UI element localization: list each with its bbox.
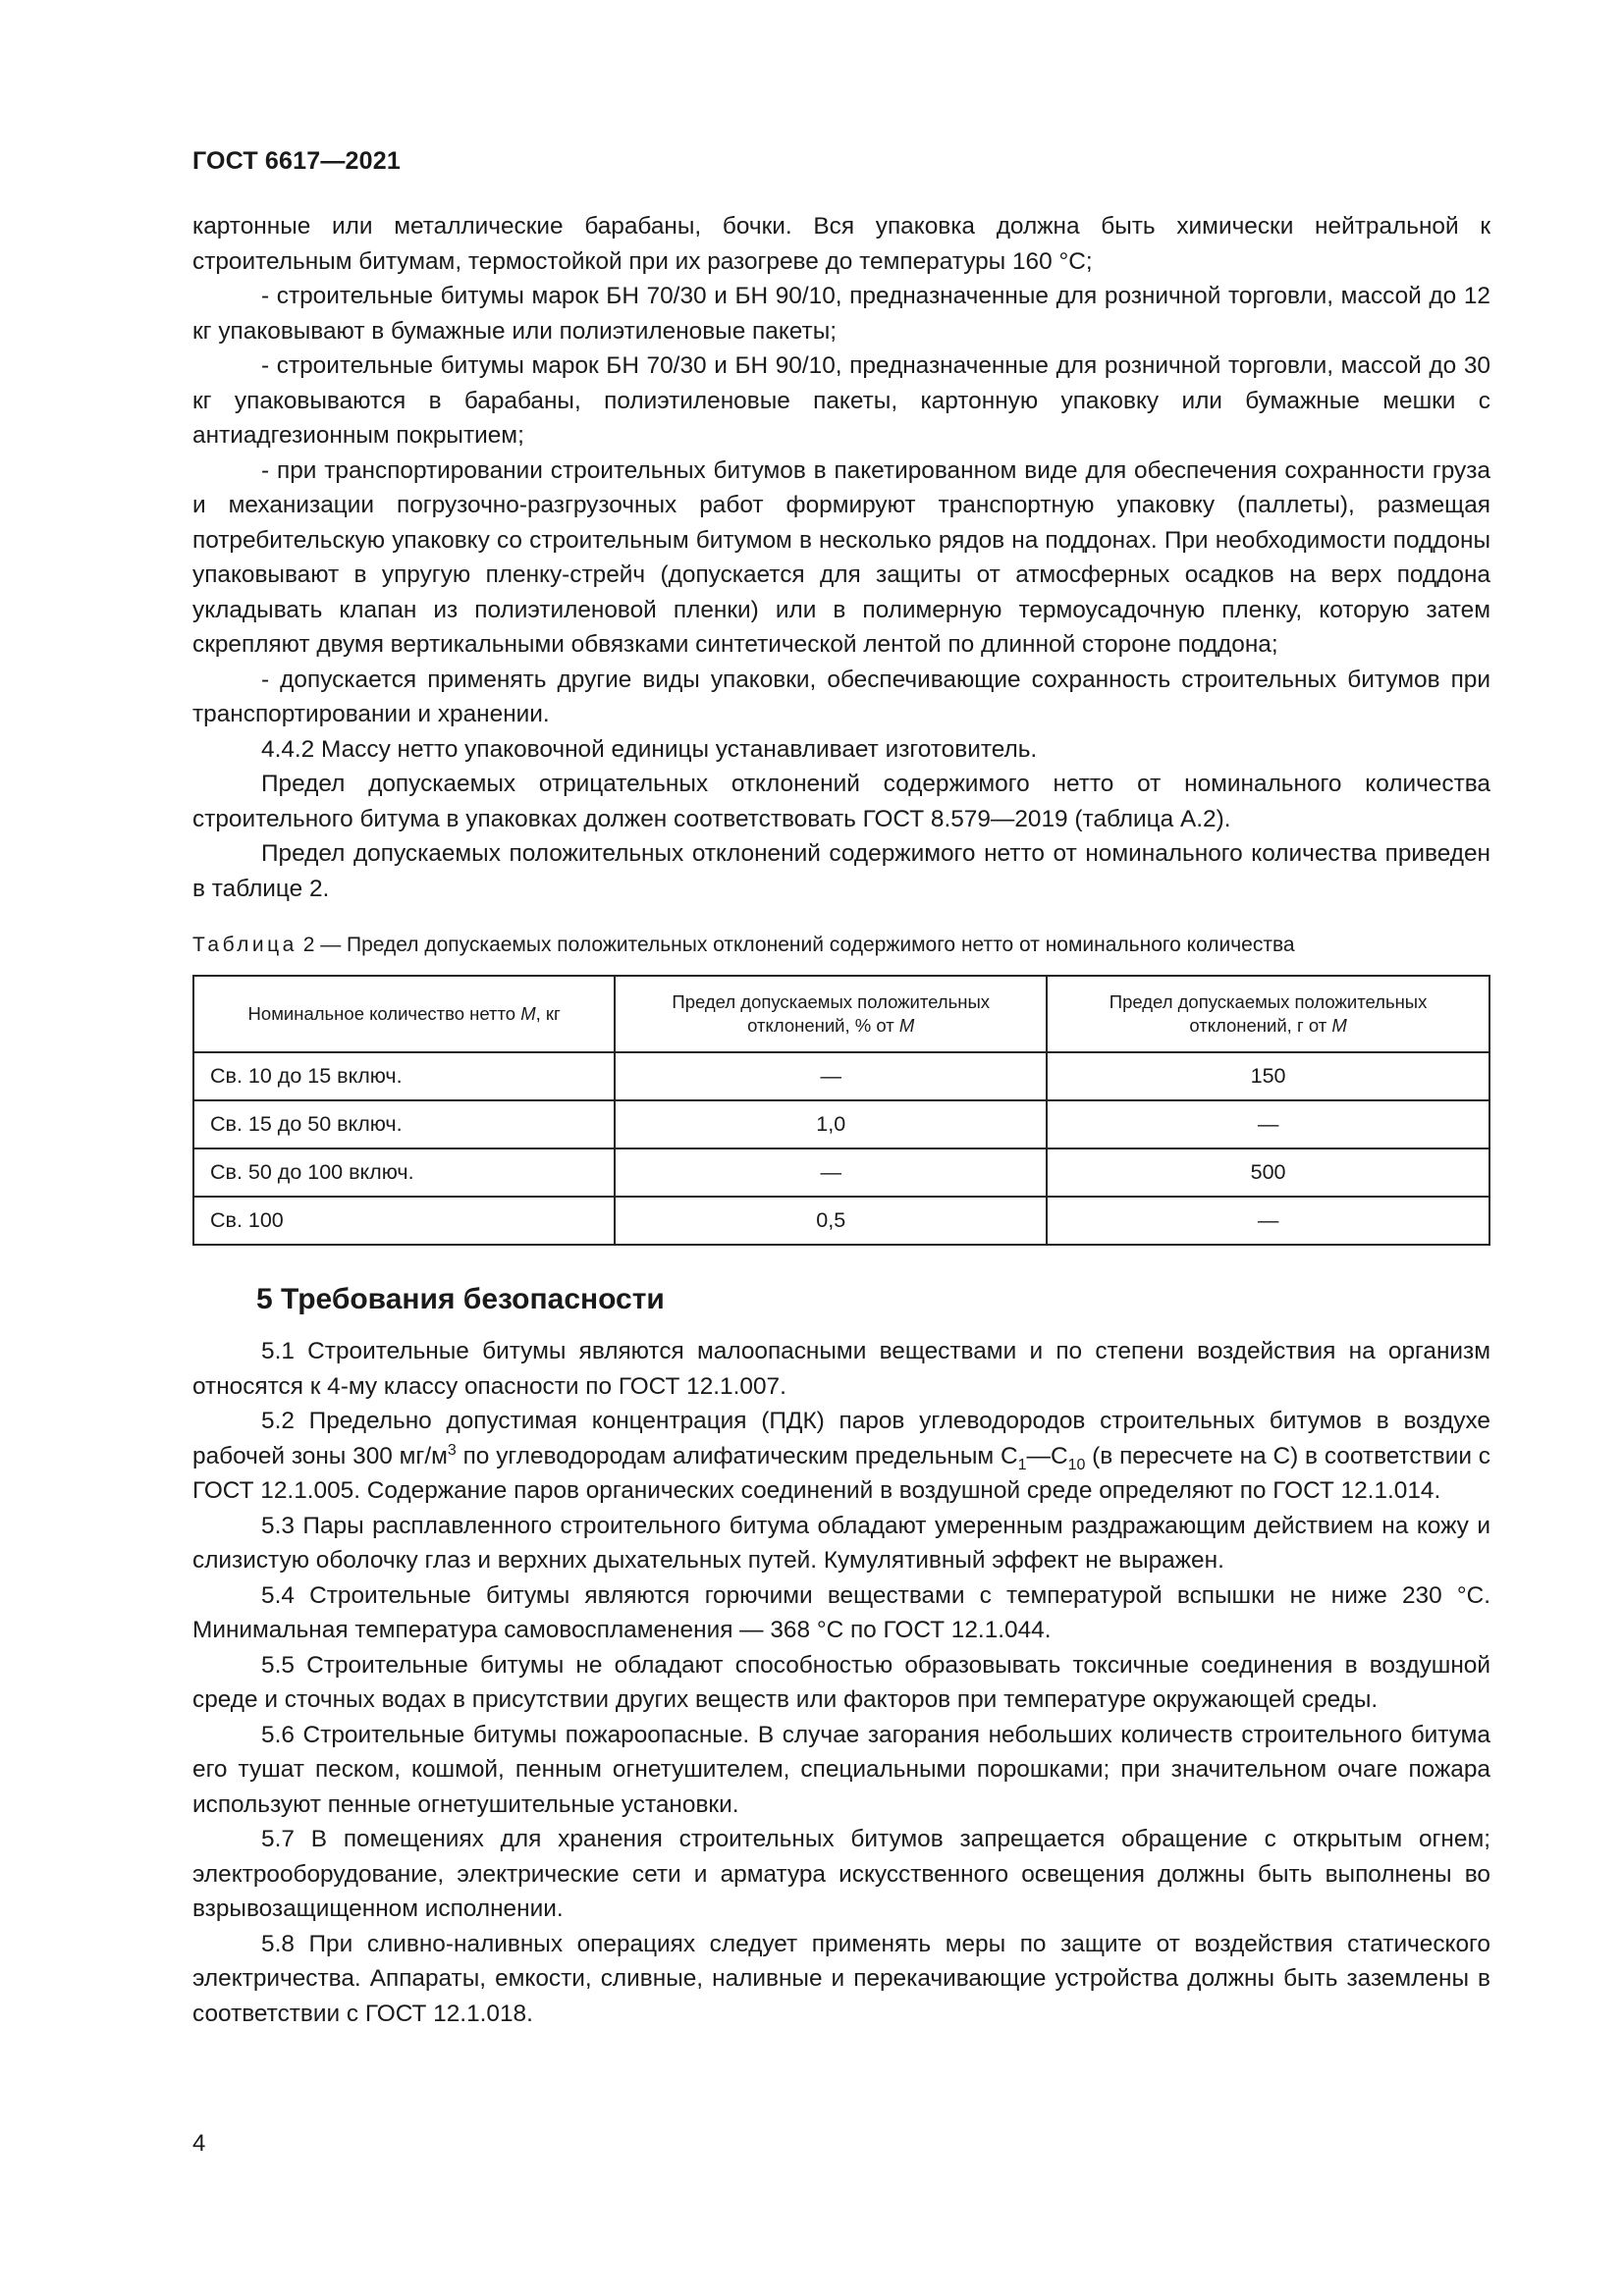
paragraph-5-8: 5.8 При сливно-наливных операциях следует применять меры по защите от воздействия статического электричества. Аппараты, емкости, сливные, наливные и перекачивающие устройства должны быть заземлены в соответствии с ГОСТ 12.1.018.	[192, 1930, 1490, 2027]
header-nominal-quantity: Номинальное количество нетто М, кг	[193, 976, 615, 1052]
paragraph: Предел допускаемых отрицательных отклонений содержимого нетто от номинального количества строительного битума в упаковках должен соответствовать ГОСТ 8.579—2019 (таблица А.2).	[192, 771, 1490, 832]
section-5-body	[192, 1334, 1490, 2031]
table-row	[193, 1052, 1489, 1100]
paragraph: - при транспортировании строительных битумов в пакетированном виде для обеспечения сохранности груза и механизации погрузочно-разгрузочных работ формируют транспортную упаковку (паллеты), размещая потребительскую упаковку со строительным битумом в несколько рядов на поддонах. При необходимости поддоны упаковывают в упругую пленку-стрейч (допускается для защиты от атмосферных осадков на верх поддона укладывать клапан из полиэтиленовой пленки) или в полимерную термоусадочную пленку, которую затем скрепляют двумя вертикальными обвязками синтетической лентой по длинной стороне поддона;	[192, 456, 1490, 658]
table-cell: 1,0	[615, 1100, 1047, 1148]
paragraph-5-7: 5.7 В помещениях для хранения строительных битумов запрещается обращение с открытым огнем; электрооборудование, электрические сети и арматура искусственного освещения должны быть выполнены во взрывозащищенном исполнении.	[192, 1826, 1490, 1922]
paragraph-5-3: 5.3 Пары расплавленного строительного битума обладают умеренным раздражающим действием на кожу и слизистую оболочку глаз и верхних дыхательных путей. Кумулятивный эффект не выражен.	[192, 1512, 1490, 1574]
paragraph: 4.4.2 Массу нетто упаковочной единицы устанавливает изготовитель.	[261, 735, 1038, 763]
standard-header: ГОСТ 6617—2021	[192, 147, 401, 175]
tolerance-table	[192, 975, 1490, 1246]
table-cell: —	[1047, 1197, 1489, 1245]
paragraph-5-2: 5.2 Предельно допустимая концентрация (ПДК) паров углеводородов строительных битумов в воздухе рабочей зоны 300 $мг/м^3$ по углеводородам алифатическим предельным $С_1—С_{10}$ (в пересчете на С) в соответствии с ГОСТ 12.1.005. Содержание паров органических соединений в воздушной среде определяют по ГОСТ 12.1.014.	[192, 1408, 1490, 1504]
paragraph: Предел допускаемых положительных отклонений содержимого нетто от номинального количества приведен в таблице 2.	[192, 840, 1490, 902]
table-caption-text: 2 — Предел допускаемых положительных отклонений содержимого нетто от номинального количества	[302, 934, 1295, 956]
table-cell: Св. 10 до 15 включ.	[193, 1052, 615, 1100]
paragraph: - допускается применять другие виды упаковки, обеспечивающие сохранность строительных битумов при транспортировании и хранении.	[192, 666, 1490, 727]
paragraph-5-6: 5.6 Строительные битумы пожароопасные. В случае загорания небольших количеств строительного битума его тушат песком, кошмой, пенным огнетушителем, специальными порошками; при значительном очаге пожара используют пенные огнетушительные установки.	[192, 1721, 1490, 1818]
header-gram-deviation: Предел допускаемых положительных отклонений, г от М	[1047, 976, 1489, 1052]
section-4-continuation	[192, 209, 1490, 906]
table-cell: 500	[1047, 1148, 1489, 1197]
paragraph: - строительные битумы марок БН 70/30 и БН 90/10, предназначенные для розничной торговли, массой до 30 кг упаковываются в барабаны, полиэтиленовые пакеты, картонную упаковку или бумажные мешки с антиадгезионным покрытием;	[192, 352, 1490, 449]
document-page	[192, 147, 1490, 2031]
table-cell: 150	[1047, 1052, 1489, 1100]
table-row	[193, 1148, 1489, 1197]
table-cell: Св. 100	[193, 1197, 615, 1245]
section-title: 5 Требования безопасности	[256, 1283, 665, 1315]
table-cell: Св. 15 до 50 включ.	[193, 1100, 615, 1148]
table-row	[193, 1100, 1489, 1148]
table-header-row	[193, 976, 1489, 1052]
paragraph-5-1: 5.1 Строительные битумы являются малоопасными веществами и по степени воздействия на организм относятся к 4-му классу опасности по ГОСТ 12.1.007.	[192, 1338, 1490, 1400]
table-caption-label: Таблица	[192, 934, 298, 956]
paragraph-5-5: 5.5 Строительные битумы не обладают способностью образовывать токсичные соединения в воздушной среде и сточных водах в присутствии других веществ или факторов при температуре окружающей среды.	[192, 1651, 1490, 1713]
paragraph: картонные или металлические барабаны, бочки. Вся упаковка должна быть химически нейтральной к строительным битумам, термостойкой при их разогреве до температуры 160 °С;	[192, 213, 1490, 275]
table-cell: —	[1047, 1100, 1489, 1148]
table-caption	[192, 934, 1490, 957]
table-cell: Св. 50 до 100 включ.	[193, 1148, 615, 1197]
paragraph-5-4: 5.4 Строительные битумы являются горючими веществами с температурой вспышки не ниже 230 °С. Минимальная температура самовоспламенения — 368 °С по ГОСТ 12.1.044.	[192, 1581, 1490, 1643]
header-percent-deviation: Предел допускаемых положительных отклонений, % от М	[615, 976, 1047, 1052]
table-cell: —	[615, 1148, 1047, 1197]
table-row	[193, 1197, 1489, 1245]
page-number: 4	[192, 2130, 206, 2157]
table-cell: —	[615, 1052, 1047, 1100]
paragraph: - строительные битумы марок БН 70/30 и БН 90/10, предназначенные для розничной торговли, массой до 12 кг упаковывают в бумажные или полиэтиленовые пакеты;	[192, 283, 1490, 345]
table-cell: 0,5	[615, 1197, 1047, 1245]
